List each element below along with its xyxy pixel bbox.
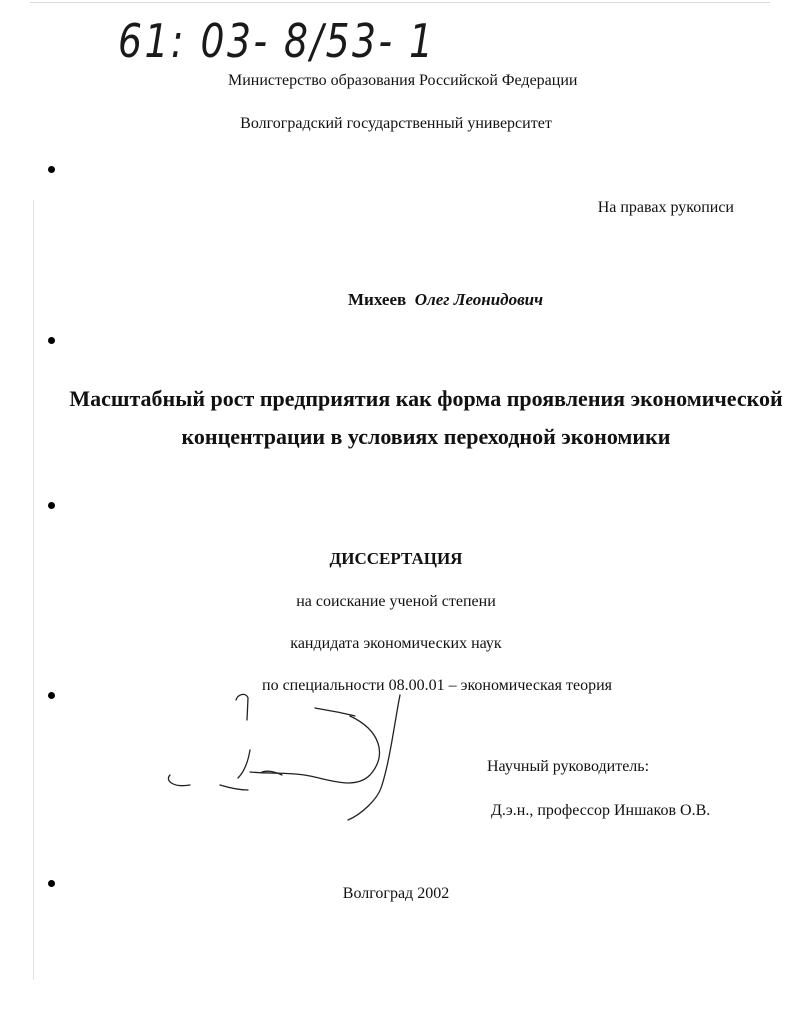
binding-hole-mark: [48, 337, 55, 344]
degree-line-1: на соискание ученой степени: [296, 593, 496, 610]
scan-edge-line: [30, 2, 770, 3]
university-name: Волгоградский государственный университет: [240, 115, 552, 132]
author-given-names: Олег Леонидович: [414, 290, 544, 309]
binding-hole-mark: [48, 692, 55, 699]
ministry-name: Министерство образования Российской Федерации: [228, 72, 578, 89]
manuscript-rights-note: На правах рукописи: [597, 199, 734, 216]
author-signature: [150, 680, 430, 830]
author-name: [348, 290, 543, 310]
supervisor-name: Д.э.н., профессор Иншаков О.В.: [491, 802, 711, 819]
supervisor-label: Научный руководитель:: [487, 758, 650, 775]
dissertation-title: Масштабный рост предприятия как форма проявления экономической концентрации в условиях переходной экономики: [69, 386, 783, 449]
scan-margin-line: [33, 200, 34, 980]
degree-specialty: по специальности 08.00.01 – экономическая теория: [262, 677, 613, 694]
author-surname: Михеев: [348, 290, 407, 309]
city-year: Волгоград 2002: [342, 885, 450, 902]
binding-hole-mark: [48, 166, 55, 173]
document-type: ДИССЕРТАЦИЯ: [329, 549, 463, 568]
handwritten-archive-code: 61: 03- 8/53- 1: [118, 14, 436, 68]
binding-hole-mark: [48, 502, 55, 509]
degree-line-2: кандидата экономических наук: [290, 635, 502, 652]
